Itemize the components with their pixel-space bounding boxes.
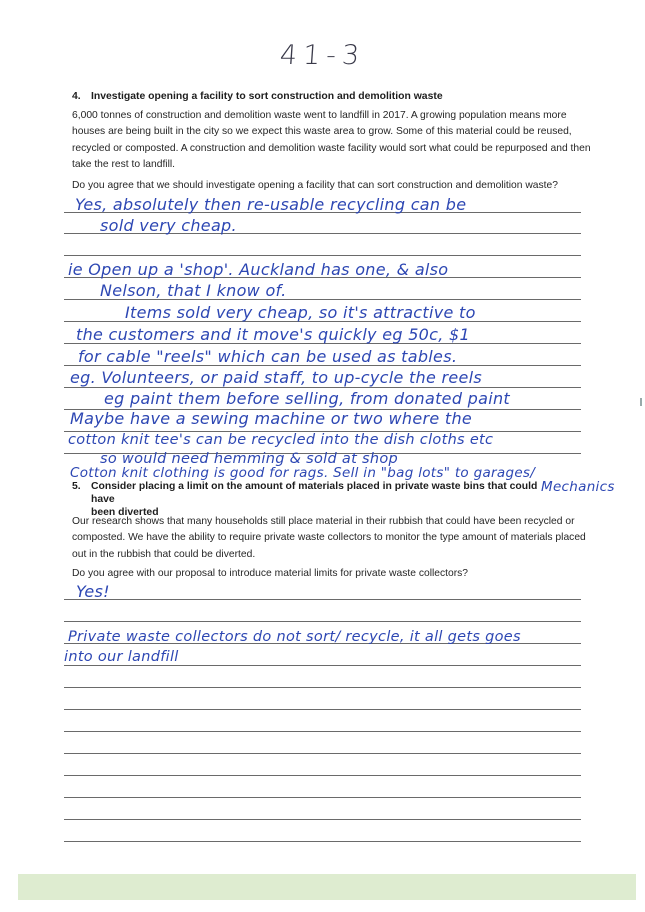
answer-line xyxy=(64,709,581,710)
q5-paragraph-line: composted. We have the ability to require private waste collectors to monitor the type amount of materials placed xyxy=(72,532,586,544)
q5-number: 5. xyxy=(72,481,81,492)
handwritten-line: into our landfill xyxy=(64,649,179,665)
handwritten-line: Yes! xyxy=(76,582,110,601)
q4-number: 4. xyxy=(72,91,81,102)
q5-paragraph xyxy=(72,514,592,563)
q4-paragraph-line: houses are being built in the city so we expect this waste area to grow. Some of this material could be reused, xyxy=(72,126,572,138)
handwritten-line: Private waste collectors do not sort/ recycle, it all gets goes xyxy=(68,629,521,645)
handwritten-line: ie Open up a 'shop'. Auckland has one, & also xyxy=(68,260,449,279)
q5-title-line: been diverted xyxy=(91,507,159,518)
q4-question: Do you agree that we should investigate opening a facility that can sort construction and demolition waste? xyxy=(72,180,558,191)
handwritten-line: Mechanics xyxy=(541,479,615,495)
handwritten-line: sold very cheap. xyxy=(100,216,237,235)
handwritten-line: Cotton knit clothing is good for rags. Sell in "bag lots" to garages/ xyxy=(70,465,536,481)
answer-line xyxy=(64,387,581,388)
handwritten-line: for cable "reels" which can be used as tables. xyxy=(78,347,458,366)
answer-line xyxy=(64,797,581,798)
answer-line xyxy=(64,731,581,732)
answer-line xyxy=(64,255,581,256)
q5-paragraph-line: out in the rubbish that could be diverted. xyxy=(72,548,256,560)
footer-band xyxy=(18,874,636,900)
q5-question: Do you agree with our proposal to introduce material limits for private waste collectors? xyxy=(72,568,469,579)
answer-line xyxy=(64,753,581,754)
q5-paragraph-line: Our research shows that many households still place material in their rubbish that could have been recycled or xyxy=(72,516,575,527)
answer-line xyxy=(64,621,581,622)
handwritten-line: cotton knit tee's can be recycled into the dish cloths etc xyxy=(68,432,494,448)
answer-line xyxy=(64,687,581,688)
handwritten-line: the customers and it move's quickly eg 50c, $1 xyxy=(76,325,470,344)
handwritten-line: Nelson, that I know of. xyxy=(100,281,287,300)
q4-paragraph xyxy=(72,108,592,174)
q4-paragraph-line: take the rest to landfill. xyxy=(72,159,176,171)
answer-line xyxy=(64,599,581,600)
handwritten-line: Items sold very cheap, so it's attractive to xyxy=(125,303,476,322)
page-number: 41-3 xyxy=(278,40,367,71)
answer-line xyxy=(64,775,581,776)
answer-line xyxy=(64,841,581,842)
handwritten-line: so would need hemming & sold at shop xyxy=(100,451,399,467)
handwritten-line: Yes, absolutely then re-usable recycling can be xyxy=(75,195,467,214)
answer-line xyxy=(64,819,581,820)
margin-mark xyxy=(640,398,642,406)
q4-paragraph-line: 6,000 tonnes of construction and demolition waste went to landfill in 2017. A growing population means more xyxy=(72,110,567,121)
q5-title-line: Consider placing a limit on the amount of materials placed in private waste bins that could have xyxy=(91,481,538,505)
q4-paragraph-line: recycled or composted. A construction and demolition waste facility would sort what could be repurposed and then xyxy=(72,142,591,154)
handwritten-line: eg. Volunteers, or paid staff, to up-cycle the reels xyxy=(70,368,483,387)
handwritten-line: eg paint them before selling, from donated paint xyxy=(104,389,510,408)
handwritten-line: Maybe have a sewing machine or two where the xyxy=(70,409,473,428)
q4-title: Investigate opening a facility to sort construction and demolition waste xyxy=(91,91,443,102)
q5-heading xyxy=(72,480,542,518)
q4-heading xyxy=(72,90,592,104)
